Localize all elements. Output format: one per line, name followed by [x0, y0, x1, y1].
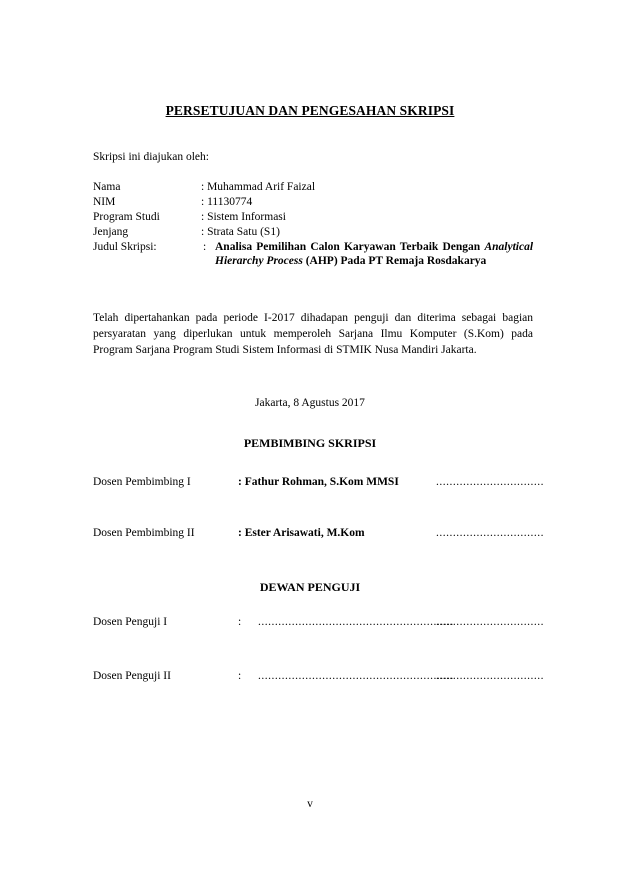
penguji-heading: DEWAN PENGUJI	[259, 580, 361, 594]
penguji-1-colon: :	[238, 616, 242, 628]
penguji-1-label: Dosen Penguji I	[93, 616, 168, 628]
approval-paragraph: Telah dipertahankan pada periode I-2017 dihadapan penguji dan diterima sebagai bagian persyaratan yang diperlukan untuk memperoleh Sarjana Ilmu Komputer (S.Kom) pada Program Sarjana Program Studi Sistem Informasi di STMIK Nusa Mandiri Jakarta.	[93, 312, 533, 356]
judul-text-italic: Analytical Hierarchy Process	[215, 241, 534, 268]
judul-colon: :	[203, 241, 207, 253]
page-title: PERSETUJUAN DAN PENGESAHAN SKRIPSI	[165, 103, 455, 118]
prodi-label: Program Studi	[93, 211, 160, 223]
nama-label: Nama	[93, 181, 121, 193]
nim-label: NIM	[93, 196, 116, 208]
pembimbing-1-signature-line: ................................	[436, 476, 544, 488]
pembimbing-2-label: Dosen Pembimbing II	[93, 527, 195, 539]
penguji-1-name-line: ..........................................................	[258, 616, 454, 628]
judul-text	[215, 240, 533, 269]
penguji-2-name-line: ..........................................................	[258, 670, 454, 682]
place-date: Jakarta, 8 Agustus 2017	[255, 397, 365, 409]
pembimbing-1-label: Dosen Pembimbing I	[93, 476, 191, 488]
judul-text-part1: Analisa Pemilihan Calon Karyawan Terbaik Dengan	[215, 241, 481, 253]
prodi-value: : Sistem Informasi	[201, 211, 286, 223]
pembimbing-2-signature-line: ................................	[436, 527, 544, 539]
jenjang-value: : Strata Satu (S1)	[201, 226, 280, 238]
nim-value: : 11130774	[201, 196, 253, 208]
penguji-2-label: Dosen Penguji II	[93, 670, 171, 682]
jenjang-label: Jenjang	[93, 226, 129, 238]
intro-text: Skripsi ini diajukan oleh:	[93, 151, 209, 163]
penguji-2-colon: :	[238, 670, 242, 682]
judul-text-part2: (AHP) Pada PT Remaja Rosdakarya	[305, 255, 487, 268]
pembimbing-1-name: : Fathur Rohman, S.Kom MMSI	[238, 476, 399, 488]
penguji-2-signature-line: ................................	[436, 670, 544, 682]
page-number: v	[307, 798, 313, 810]
judul-label: Judul Skripsi:	[93, 241, 157, 253]
pembimbing-2-name: : Ester Arisawati, M.Kom	[238, 527, 365, 539]
nama-value: : Muhammad Arif Faizal	[201, 181, 316, 193]
penguji-1-signature-line: ................................	[436, 616, 544, 628]
pembimbing-heading: PEMBIMBING SKRIPSI	[243, 436, 377, 450]
